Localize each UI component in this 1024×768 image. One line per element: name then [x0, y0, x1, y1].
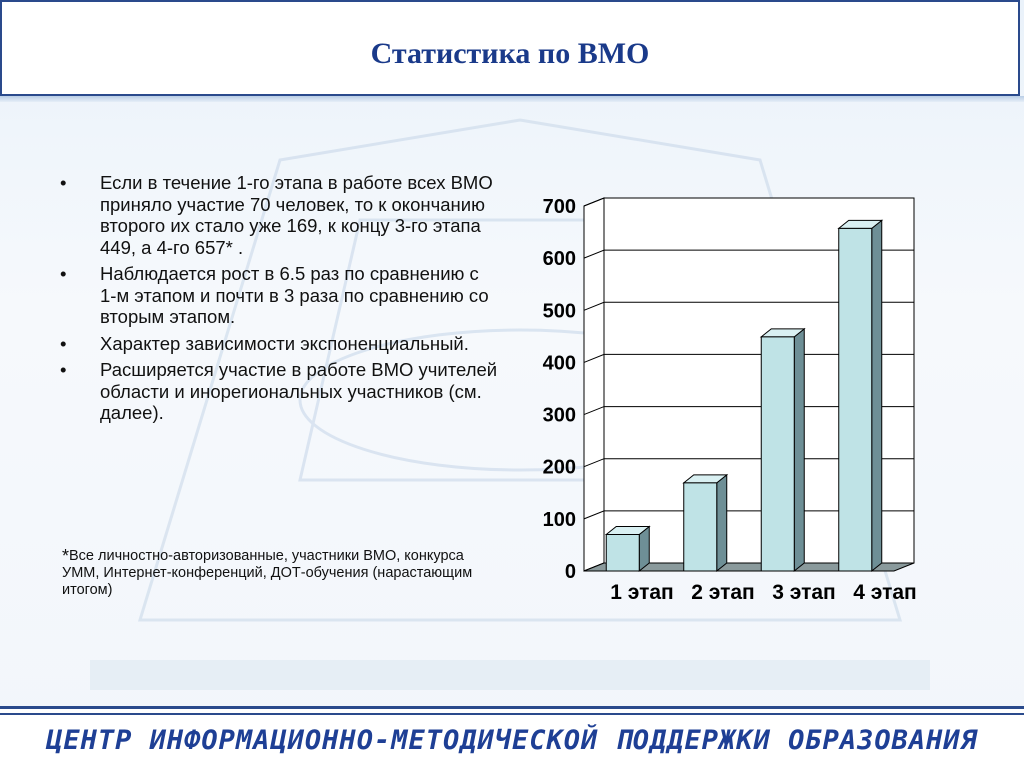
bullet-item [58, 359, 498, 424]
chart-x-tick-label: 4 этап [853, 581, 917, 604]
chart-y-tick-label: 200 [542, 456, 576, 479]
title-box [0, 0, 1020, 96]
chart-bar-side [794, 329, 804, 571]
chart-bar [839, 220, 882, 571]
bullet-marker: • [60, 263, 67, 284]
chart-x-tick-label: 2 этап [691, 581, 755, 604]
chart-x-tick-label: 3 этап [772, 581, 836, 604]
chart-bar-front [684, 483, 717, 571]
chart-x-tick-labels [610, 581, 916, 604]
bullet-item [58, 333, 498, 355]
bottom-banner [0, 706, 1024, 768]
footnote-star: * [62, 546, 70, 566]
chart-y-tick-labels [543, 196, 576, 583]
bullet-item [58, 263, 498, 328]
bullet-text: Наблюдается рост в 6.5 раз по сравнению с 1-м этапом и почти в 3 раза по сравнению со вторым этапом. [100, 263, 489, 327]
bullet-item [58, 172, 498, 258]
chart-bar-front [606, 535, 639, 572]
page-title: Статистика по ВМО [370, 37, 650, 70]
bullet-list [58, 172, 498, 429]
chart-bar [606, 527, 649, 572]
bullet-text: Характер зависимости экспоненциальный. [100, 332, 469, 354]
bullet-marker: • [60, 172, 67, 193]
bullet-text: Расширяется участие в работе ВМО учителей области и инорегиональных участников (см. далее). [100, 359, 498, 423]
banner-text: ЦЕНТР ИНФОРМАЦИОННО-МЕТОДИЧЕСКОЙ ПОДДЕРЖКИ ОБРАЗОВАНИЯ [46, 725, 978, 756]
chart-y-tick-label: 400 [542, 352, 576, 375]
chart-bar-front [839, 228, 872, 571]
bullet-marker: • [60, 332, 67, 354]
chart-bar-side [872, 220, 882, 571]
chart-bar-side [717, 475, 727, 571]
chart-y-tick-label: 700 [542, 196, 576, 218]
footnote [62, 548, 482, 599]
bullet-text: Если в течение 1-го этапа в работе всех ВМО приняло участие 70 человек, то к окончанию второго их стало уже 169, к концу 3-го этапа 449, а 4-го 657* . [100, 172, 493, 258]
footnote-text: Все личностно-авторизованные, участники ВМО, конкурса УММ, Интернет-конференций, ДОТ-обучения (нарастающим итогом) [62, 548, 473, 598]
chart-y-tick-label: 0 [564, 561, 576, 583]
bullet-marker: • [60, 359, 67, 380]
title-divider [0, 96, 1024, 102]
chart-y-tick-label: 100 [542, 508, 576, 531]
chart-bar-front [761, 337, 794, 571]
chart-y-tick-label: 300 [542, 404, 576, 427]
chart-y-tick-label: 500 [542, 300, 576, 323]
chart-y-tick-label: 600 [542, 248, 576, 271]
chart-x-tick-label: 1 этап [610, 581, 674, 604]
chart-bar [684, 475, 727, 571]
bar-chart [520, 170, 960, 620]
chart-bar [761, 329, 804, 571]
